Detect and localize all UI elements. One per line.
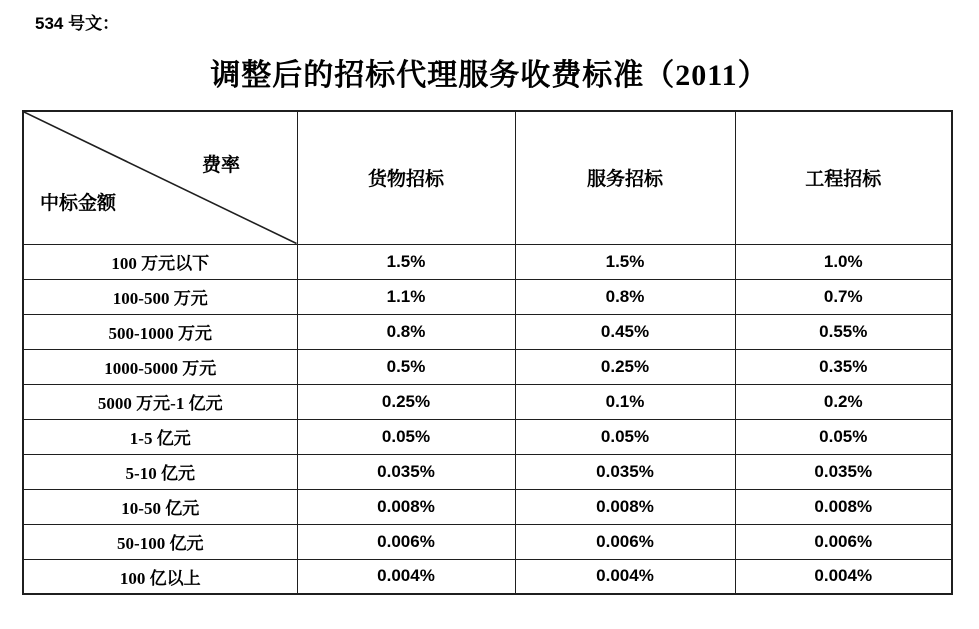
fee-cell: 0.35% <box>735 349 952 384</box>
row-label: 100-500 万元 <box>23 279 297 314</box>
diagonal-line <box>24 112 297 244</box>
row-label: 5-10 亿元 <box>23 454 297 489</box>
fee-cell: 0.05% <box>735 419 952 454</box>
row-label: 50-100 亿元 <box>23 524 297 559</box>
row-label: 1000-5000 万元 <box>23 349 297 384</box>
row-label: 100 亿以上 <box>23 559 297 594</box>
header-row <box>23 111 952 244</box>
doc-number-label: 534 号文： <box>35 14 120 33</box>
fee-cell: 0.008% <box>735 489 952 524</box>
fee-cell: 1.1% <box>297 279 515 314</box>
fee-cell: 0.1% <box>515 384 735 419</box>
fee-cell: 0.55% <box>735 314 952 349</box>
fee-cell: 1.0% <box>735 244 952 279</box>
column-header-works: 工程招标 <box>735 111 952 244</box>
column-header-services: 服务招标 <box>515 111 735 244</box>
fee-cell: 0.5% <box>297 349 515 384</box>
table-row <box>23 384 952 419</box>
row-label: 1-5 亿元 <box>23 419 297 454</box>
fee-cell: 0.25% <box>297 384 515 419</box>
table-row <box>23 314 952 349</box>
row-label: 5000 万元-1 亿元 <box>23 384 297 419</box>
diagonal-header-cell <box>23 111 297 244</box>
fee-cell: 0.05% <box>297 419 515 454</box>
fee-cell: 0.006% <box>735 524 952 559</box>
fee-cell: 0.45% <box>515 314 735 349</box>
table-row <box>23 279 952 314</box>
page-title: 调整后的招标代理服务收费标准（2011） <box>210 59 769 92</box>
fee-cell: 0.2% <box>735 384 952 419</box>
fee-cell: 0.004% <box>515 559 735 594</box>
fee-cell: 0.035% <box>297 454 515 489</box>
fee-cell: 0.035% <box>735 454 952 489</box>
fee-cell: 0.8% <box>515 279 735 314</box>
fee-cell: 0.008% <box>297 489 515 524</box>
fee-cell: 1.5% <box>297 244 515 279</box>
table-row <box>23 419 952 454</box>
fee-cell: 0.8% <box>297 314 515 349</box>
fee-cell: 0.25% <box>515 349 735 384</box>
corner-label-amount: 中标金额 <box>40 193 117 214</box>
fee-cell: 0.035% <box>515 454 735 489</box>
row-label: 500-1000 万元 <box>23 314 297 349</box>
table-row <box>23 559 952 594</box>
fee-table <box>22 110 953 595</box>
fee-cell: 0.006% <box>297 524 515 559</box>
row-label: 10-50 亿元 <box>23 489 297 524</box>
column-header-goods: 货物招标 <box>297 111 515 244</box>
table-row <box>23 244 952 279</box>
fee-cell: 0.004% <box>735 559 952 594</box>
table-row <box>23 524 952 559</box>
corner-label-rate: 费率 <box>202 155 241 176</box>
fee-cell: 0.7% <box>735 279 952 314</box>
fee-cell: 0.006% <box>515 524 735 559</box>
fee-cell: 0.008% <box>515 489 735 524</box>
fee-cell: 0.05% <box>515 419 735 454</box>
fee-cell: 1.5% <box>515 244 735 279</box>
table-row <box>23 349 952 384</box>
table-row <box>23 489 952 524</box>
fee-cell: 0.004% <box>297 559 515 594</box>
table-row <box>23 454 952 489</box>
row-label: 100 万元以下 <box>23 244 297 279</box>
